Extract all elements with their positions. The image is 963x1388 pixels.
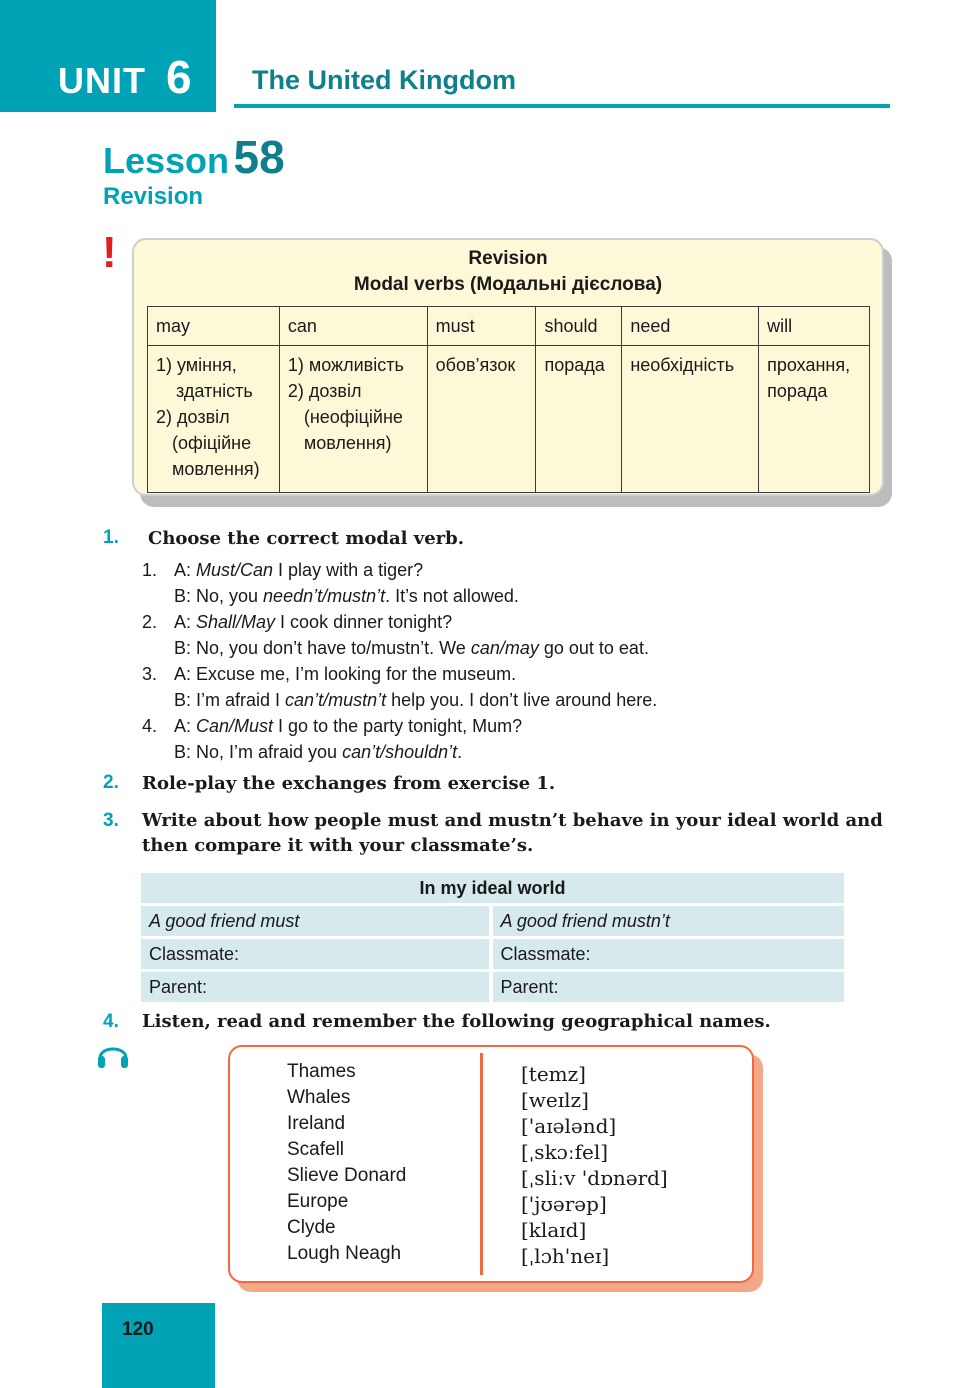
exercise-3-instruction: Write about how people must and mustn’t behave in your ideal world and then compare it with your classmate’s. bbox=[142, 810, 883, 856]
table-cell: Parent: bbox=[493, 972, 845, 1002]
unit-badge bbox=[0, 0, 216, 112]
table-cell: Parent: bbox=[141, 972, 493, 1002]
item-number: 3. bbox=[142, 664, 158, 684]
line-b bbox=[174, 739, 462, 765]
meaning-line: обов’язок bbox=[435, 355, 516, 375]
transcription: [temz] bbox=[521, 1062, 586, 1086]
meaning-cell bbox=[279, 346, 427, 493]
exercise-1-item bbox=[142, 609, 649, 658]
exercise-1-item bbox=[142, 713, 523, 762]
revision-title: Revision bbox=[468, 248, 548, 269]
unit-label: UNIT bbox=[58, 60, 146, 101]
geo-name: Whales bbox=[287, 1087, 351, 1108]
exercise-1-item bbox=[142, 557, 519, 606]
meaning-cell bbox=[622, 346, 759, 493]
text: B: No, you bbox=[174, 586, 264, 606]
table-row bbox=[141, 906, 844, 936]
meaning-line: необхідність bbox=[630, 355, 735, 375]
verb-cell: need bbox=[622, 307, 759, 346]
table-cell bbox=[141, 906, 493, 936]
divider bbox=[480, 1053, 483, 1275]
transcription: [klaɪd] bbox=[521, 1218, 587, 1242]
table-cell: Classmate: bbox=[141, 939, 493, 969]
geo-name: Thames bbox=[287, 1061, 356, 1082]
geo-name: Lough Neagh bbox=[287, 1243, 402, 1264]
text: I play with a tiger? bbox=[273, 560, 424, 580]
exercise-2-number: 2. bbox=[103, 772, 119, 793]
meaning-line: мовлення) bbox=[303, 433, 392, 453]
transcription: ['jʊərəp] bbox=[521, 1192, 607, 1216]
exercise-4-number: 4. bbox=[103, 1011, 119, 1032]
revision-box bbox=[132, 238, 884, 496]
page-number-box bbox=[102, 1303, 215, 1388]
text: A: Excuse me, I’m looking for the museum. bbox=[174, 664, 517, 684]
exercise-1-item bbox=[142, 661, 658, 710]
revision-subtitle: Modal verbs (Модальні дієслова) bbox=[353, 274, 663, 295]
transcription: ['aɪələnd] bbox=[521, 1114, 617, 1138]
meaning-line: (офіційне bbox=[172, 433, 252, 453]
exercise-1-number: 1. bbox=[103, 527, 119, 548]
headphones-icon[interactable] bbox=[96, 1038, 130, 1077]
meaning-cell bbox=[536, 346, 622, 493]
text: go out to eat. bbox=[538, 638, 649, 658]
geographical-names-box bbox=[228, 1045, 754, 1283]
geo-name: Slieve Donard bbox=[287, 1165, 407, 1186]
cell-text: A good friend mustn’t bbox=[500, 910, 670, 931]
option-text: can/may bbox=[470, 638, 539, 658]
exercise-2-instruction: Role-play the exchanges from exercise 1. bbox=[142, 773, 556, 794]
modal-verbs-table bbox=[147, 306, 870, 493]
meaning-line: порада bbox=[767, 381, 828, 401]
text: A: bbox=[174, 612, 197, 632]
item-number: 4. bbox=[142, 716, 158, 736]
exercise-1-instruction: Choose the correct modal verb. bbox=[148, 528, 464, 549]
option-text: needn’t/mustn’t bbox=[263, 586, 386, 606]
text: B: No, I’m afraid you bbox=[174, 742, 343, 762]
geo-names-list bbox=[287, 1059, 406, 1267]
meaning-line: 2) дозвіл bbox=[156, 407, 230, 427]
table-row bbox=[141, 939, 844, 969]
meaning-cell bbox=[759, 346, 870, 493]
meaning-line: здатність bbox=[176, 381, 253, 401]
meaning-line: (неофіційне bbox=[303, 407, 403, 427]
verb-cell: may bbox=[148, 307, 280, 346]
item-number: 1. bbox=[142, 560, 158, 580]
meaning-cell bbox=[427, 346, 536, 493]
text: B: No, you don’t have to/mustn’t. We bbox=[174, 638, 471, 658]
transcription: [ˌskɔːfel] bbox=[521, 1140, 609, 1164]
line-a bbox=[174, 664, 516, 684]
line-b bbox=[174, 635, 649, 661]
line-b bbox=[174, 687, 657, 713]
lesson-label: Lesson bbox=[103, 140, 230, 181]
text: help you. I don’t live around here. bbox=[386, 690, 658, 710]
geo-name: Clyde bbox=[287, 1217, 336, 1238]
text: I go to the party tonight, Mum? bbox=[273, 716, 523, 736]
text: A: bbox=[174, 560, 197, 580]
transcription: [ˌsliːv 'dɒnərd] bbox=[521, 1166, 668, 1190]
option-text: can’t/shouldn’t bbox=[342, 742, 458, 762]
text: . It’s not allowed. bbox=[385, 586, 519, 606]
transcription: [ˌlɔh'neɪ] bbox=[521, 1244, 610, 1268]
meaning-line: 2) дозвіл bbox=[287, 381, 362, 401]
option-text: can’t/mustn’t bbox=[285, 690, 387, 710]
lesson-heading bbox=[103, 130, 285, 184]
verb-cell: can bbox=[279, 307, 427, 346]
lesson-number: 58 bbox=[233, 131, 285, 183]
meaning-line: порада bbox=[544, 355, 605, 375]
line-b bbox=[174, 583, 519, 609]
cell-text: A good friend must bbox=[149, 910, 300, 931]
ideal-table-title: In my ideal world bbox=[141, 873, 844, 903]
unit-title: The United Kingdom bbox=[252, 65, 516, 95]
geo-name: Europe bbox=[287, 1191, 349, 1212]
verb-cell: will bbox=[759, 307, 870, 346]
line-a bbox=[174, 612, 452, 632]
table-cell: Classmate: bbox=[493, 939, 845, 969]
option-text: Must/Can bbox=[196, 560, 274, 580]
exercise-3-number: 3. bbox=[103, 810, 119, 831]
meaning-cell bbox=[148, 346, 280, 493]
geo-name: Scafell bbox=[287, 1139, 345, 1160]
meaning-line: прохання, bbox=[767, 355, 851, 375]
meaning-line: мовлення) bbox=[172, 459, 260, 479]
ideal-world-table bbox=[141, 870, 844, 1005]
geo-name: Ireland bbox=[287, 1113, 346, 1134]
line-a bbox=[174, 560, 423, 580]
exclamation-icon: ! bbox=[102, 228, 117, 277]
page-number: 120 bbox=[122, 1319, 154, 1340]
table-row bbox=[141, 972, 844, 1002]
lesson-subtitle: Revision bbox=[103, 183, 204, 210]
text: I cook dinner tonight? bbox=[275, 612, 453, 632]
text: B: I’m afraid I bbox=[174, 690, 286, 710]
meaning-line: 1) уміння, bbox=[156, 355, 237, 375]
text: A: bbox=[174, 716, 197, 736]
verb-cell: must bbox=[427, 307, 536, 346]
table-cell bbox=[493, 906, 845, 936]
line-a bbox=[174, 716, 522, 736]
text: . bbox=[457, 742, 463, 762]
item-number: 2. bbox=[142, 612, 158, 632]
option-text: Shall/May bbox=[196, 612, 276, 632]
transcriptions-list bbox=[521, 1061, 668, 1269]
verb-cell: should bbox=[536, 307, 622, 346]
header-rule bbox=[234, 104, 890, 108]
option-text: Can/Must bbox=[196, 716, 274, 736]
exercise-4-instruction: Listen, read and remember the following geographical names. bbox=[142, 1011, 771, 1032]
unit-number: 6 bbox=[166, 51, 192, 103]
transcription: [weɪlz] bbox=[521, 1088, 589, 1112]
meaning-line: 1) можливість bbox=[287, 355, 404, 375]
